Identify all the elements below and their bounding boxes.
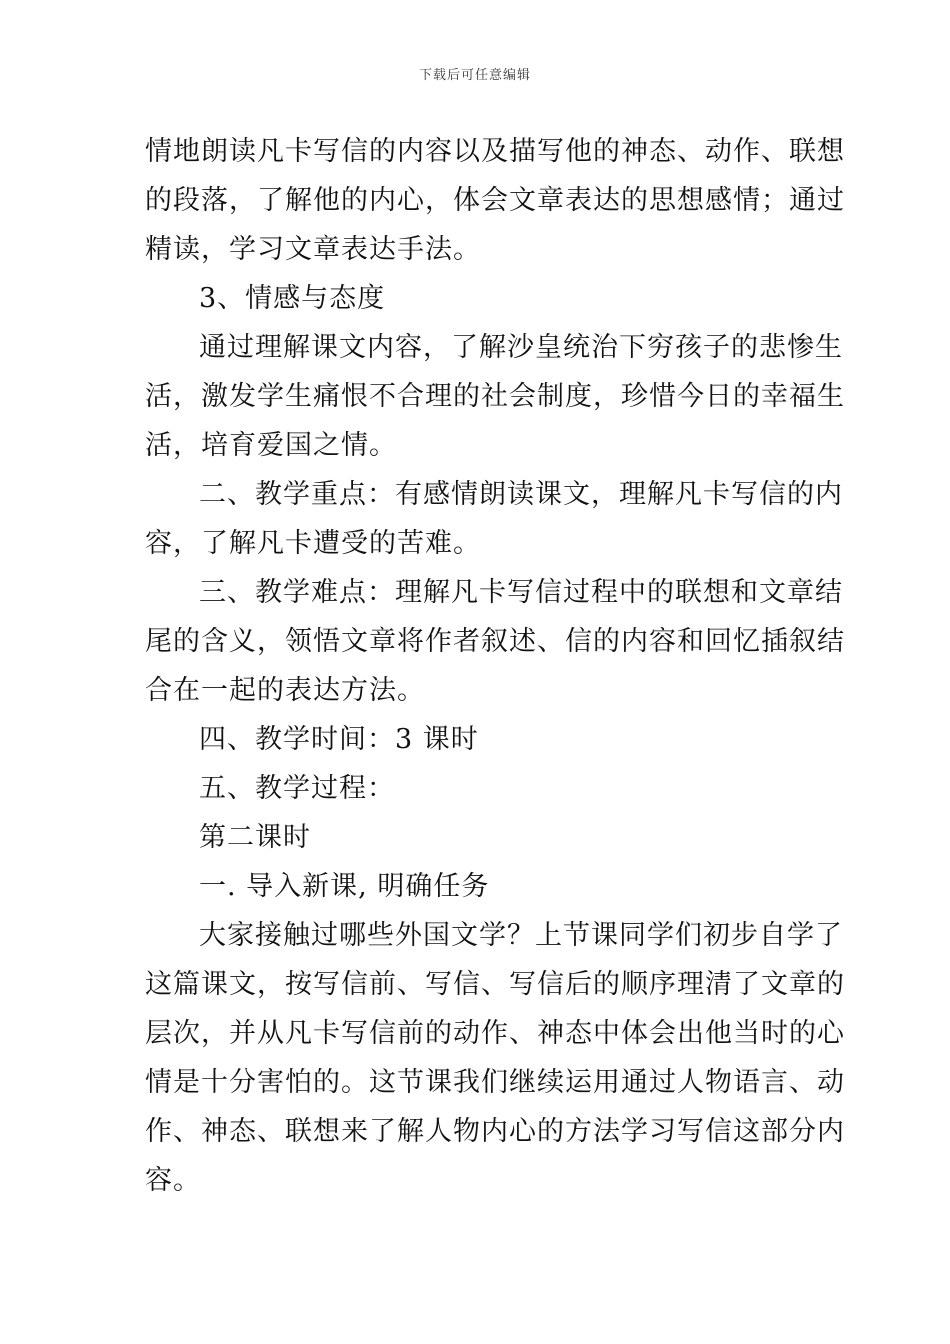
paragraph-lesson-two xyxy=(145,813,805,862)
paragraph-1 xyxy=(145,127,845,274)
text-line: 大家接触过哪些外国文学？上节课同学们初步自学了 xyxy=(199,920,843,951)
paragraph-emotion xyxy=(145,323,845,470)
text-line: 3、情感与态度 xyxy=(199,283,386,314)
text-line: 三、教学难点：理解凡卡写信过程中的联想和文章结 xyxy=(199,577,843,608)
text-line: 这篇课文，按写信前、写信、写信后的顺序理清了文章的 xyxy=(145,969,845,1000)
text-line: 一. 导入新课, 明确任务 xyxy=(199,871,490,902)
text-line: 情地朗读凡卡写信的内容以及描写他的神态、动作、联想 xyxy=(145,136,845,167)
text-line: 活，培育爱国之情。 xyxy=(145,430,397,461)
text-line: 精读，学习文章表达手法。 xyxy=(145,234,481,265)
text-line: 活，激发学生痛恨不合理的社会制度，珍惜今日的幸福生 xyxy=(145,381,845,412)
text-line: 四、教学时间：3 课时 xyxy=(199,724,479,755)
text-line: 层次，并从凡卡写信前的动作、神态中体会出他当时的心 xyxy=(145,1018,845,1049)
text-line: 五、教学过程： xyxy=(199,773,395,804)
paragraph-key-points xyxy=(145,470,843,568)
text-line: 合在一起的表达方法。 xyxy=(145,675,425,706)
paragraph-intro xyxy=(145,911,845,1205)
text-line: 通过理解课文内容，了解沙皇统治下穷孩子的悲惨生 xyxy=(199,332,843,363)
paragraph-teaching-time xyxy=(145,715,805,764)
text-line: 尾的含义，领悟文章将作者叙述、信的内容和回忆插叙结 xyxy=(145,626,845,657)
text-line: 情是十分害怕的。这节课我们继续运用通过人物语言、动 xyxy=(145,1067,845,1098)
text-line: 的段落，了解他的内心，体会文章表达的思想感情；通过 xyxy=(145,185,845,216)
text-line: 第二课时 xyxy=(199,822,311,853)
page-header-note: 下载后可任意编辑 xyxy=(418,68,531,83)
section-heading-emotion xyxy=(145,274,805,323)
paragraph-difficulties xyxy=(145,568,845,715)
paragraph-intro-heading xyxy=(145,862,805,911)
text-line: 容。 xyxy=(145,1165,201,1196)
text-line: 二、教学重点：有感情朗读课文，理解凡卡写信的内 xyxy=(199,479,843,510)
paragraph-teaching-process xyxy=(145,764,805,813)
text-line: 容，了解凡卡遭受的苦难。 xyxy=(145,528,481,559)
text-line: 作、神态、联想来了解人物内心的方法学习写信这部分内 xyxy=(145,1116,845,1147)
document-body xyxy=(145,127,845,1205)
